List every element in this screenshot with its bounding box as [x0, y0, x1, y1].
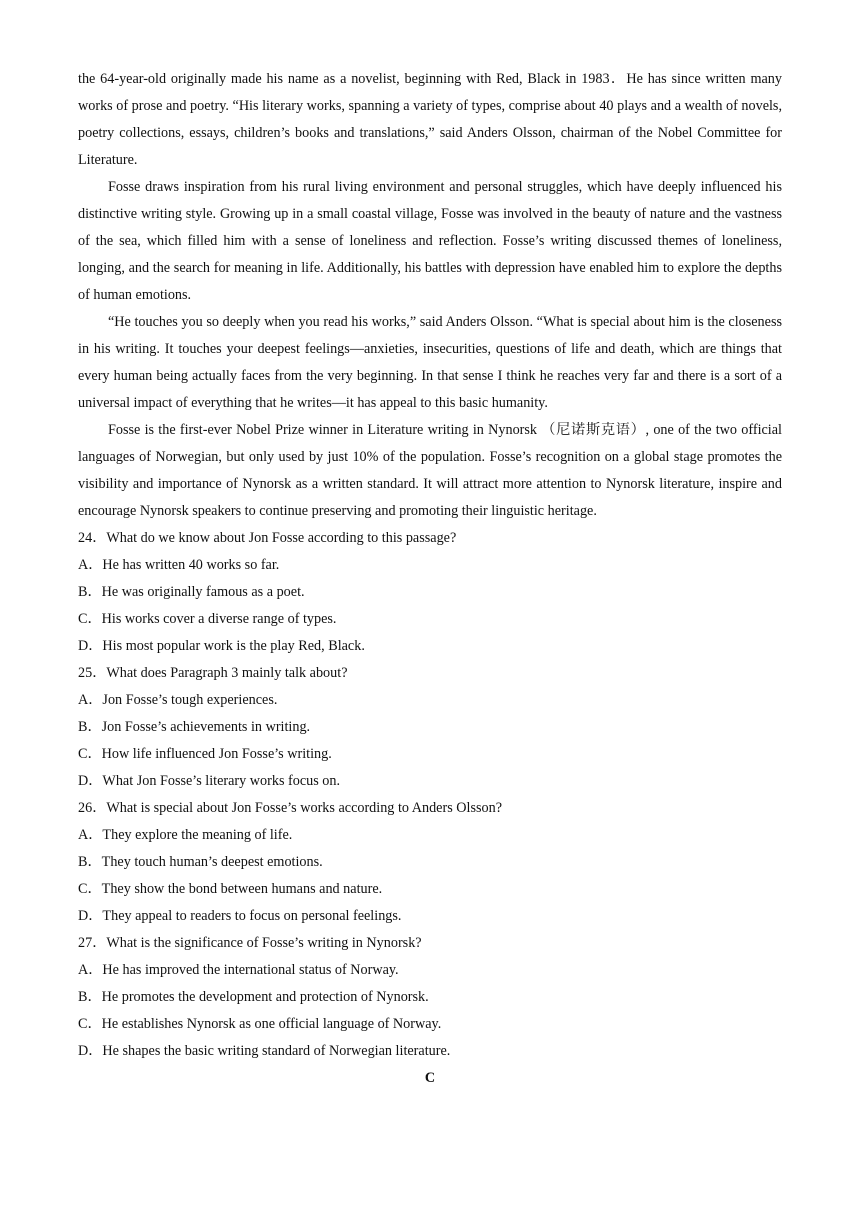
option-d: D．They appeal to readers to focus on personal feelings.	[78, 908, 402, 924]
question-25	[78, 660, 782, 795]
option-d: D．He shapes the basic writing standard of Norwegian literature.	[78, 1043, 451, 1059]
option-c: C．How life influenced Jon Fosse’s writing.	[78, 746, 332, 762]
option-a: A．He has written 40 works so far.	[78, 557, 280, 573]
option-d: D．What Jon Fosse’s literary works focus on.	[78, 773, 341, 789]
option-b: B．Jon Fosse’s achievements in writing.	[78, 719, 311, 735]
passage-paragraph-4: Fosse is the first-ever Nobel Prize winner in Literature writing in Nynorsk （尼诺斯克语）, one of the two official languages of Norwegian, but only used by just 10% of the population. Fosse’s recognition on a global stage promotes the visibility and importance of Nynorsk as a written standard. It will attract more attention to Nynorsk literature, inspire and encourage Nynorsk speakers to continue preserving and promoting their linguistic heritage.	[78, 422, 782, 519]
option-b: B．They touch human’s deepest emotions.	[78, 854, 323, 870]
document-page	[78, 66, 782, 1092]
option-c: C．His works cover a diverse range of types.	[78, 611, 337, 627]
option-a: A．Jon Fosse’s tough experiences.	[78, 692, 278, 708]
question-24	[78, 525, 782, 660]
section-heading-c: C	[424, 1070, 436, 1086]
question-26	[78, 795, 782, 930]
question-stem: 24．What do we know about Jon Fosse according to this passage?	[78, 530, 457, 546]
question-stem: 25．What does Paragraph 3 mainly talk about?	[78, 665, 348, 681]
question-stem: 27．What is the significance of Fosse’s writing in Nynorsk?	[78, 935, 422, 951]
passage-paragraph-1: the 64-year-old originally made his name as a novelist, beginning with Red, Black in 1983．He has since written many works of prose and poetry. “His literary works, spanning a variety of types, comprise about 40 plays and a wealth of novels, poetry collections, essays, children’s books and translations,” said Anders Olsson, chairman of the Nobel Committee for Literature.	[78, 71, 782, 168]
option-a: A．He has improved the international status of Norway.	[78, 962, 399, 978]
reading-passage	[78, 66, 782, 525]
option-d: D．His most popular work is the play Red, Black.	[78, 638, 365, 654]
question-list	[78, 525, 782, 1065]
option-c: C．They show the bond between humans and nature.	[78, 881, 383, 897]
option-c: C．He establishes Nynorsk as one official language of Norway.	[78, 1016, 442, 1032]
passage-paragraph-3: “He touches you so deeply when you read his works,” said Anders Olsson. “What is special about him is the closeness in his writing. It touches your deepest feelings—anxieties, insecurities, questions of life and death, which are things that every human being actually faces from the very beginning. In that sense I think he reaches very far and there is a sort of a universal impact of everything that he writes—it has appeal to this basic humanity.	[78, 314, 782, 411]
question-stem: 26．What is special about Jon Fosse’s works according to Anders Olsson?	[78, 800, 502, 816]
option-b: B．He was originally famous as a poet.	[78, 584, 305, 600]
passage-paragraph-2: Fosse draws inspiration from his rural living environment and personal struggles, which have deeply influenced his distinctive writing style. Growing up in a small coastal village, Fosse was involved in the beauty of nature and the vastness of the sea, which filled him with a sense of loneliness and reflection. Fosse’s writing discussed themes of loneliness, longing, and the search for meaning in life. Additionally, his battles with depression have enabled him to explore the depths of human emotions.	[78, 179, 782, 303]
option-b: B．He promotes the development and protection of Nynorsk.	[78, 989, 429, 1005]
question-27	[78, 930, 782, 1065]
option-a: A．They explore the meaning of life.	[78, 827, 293, 843]
